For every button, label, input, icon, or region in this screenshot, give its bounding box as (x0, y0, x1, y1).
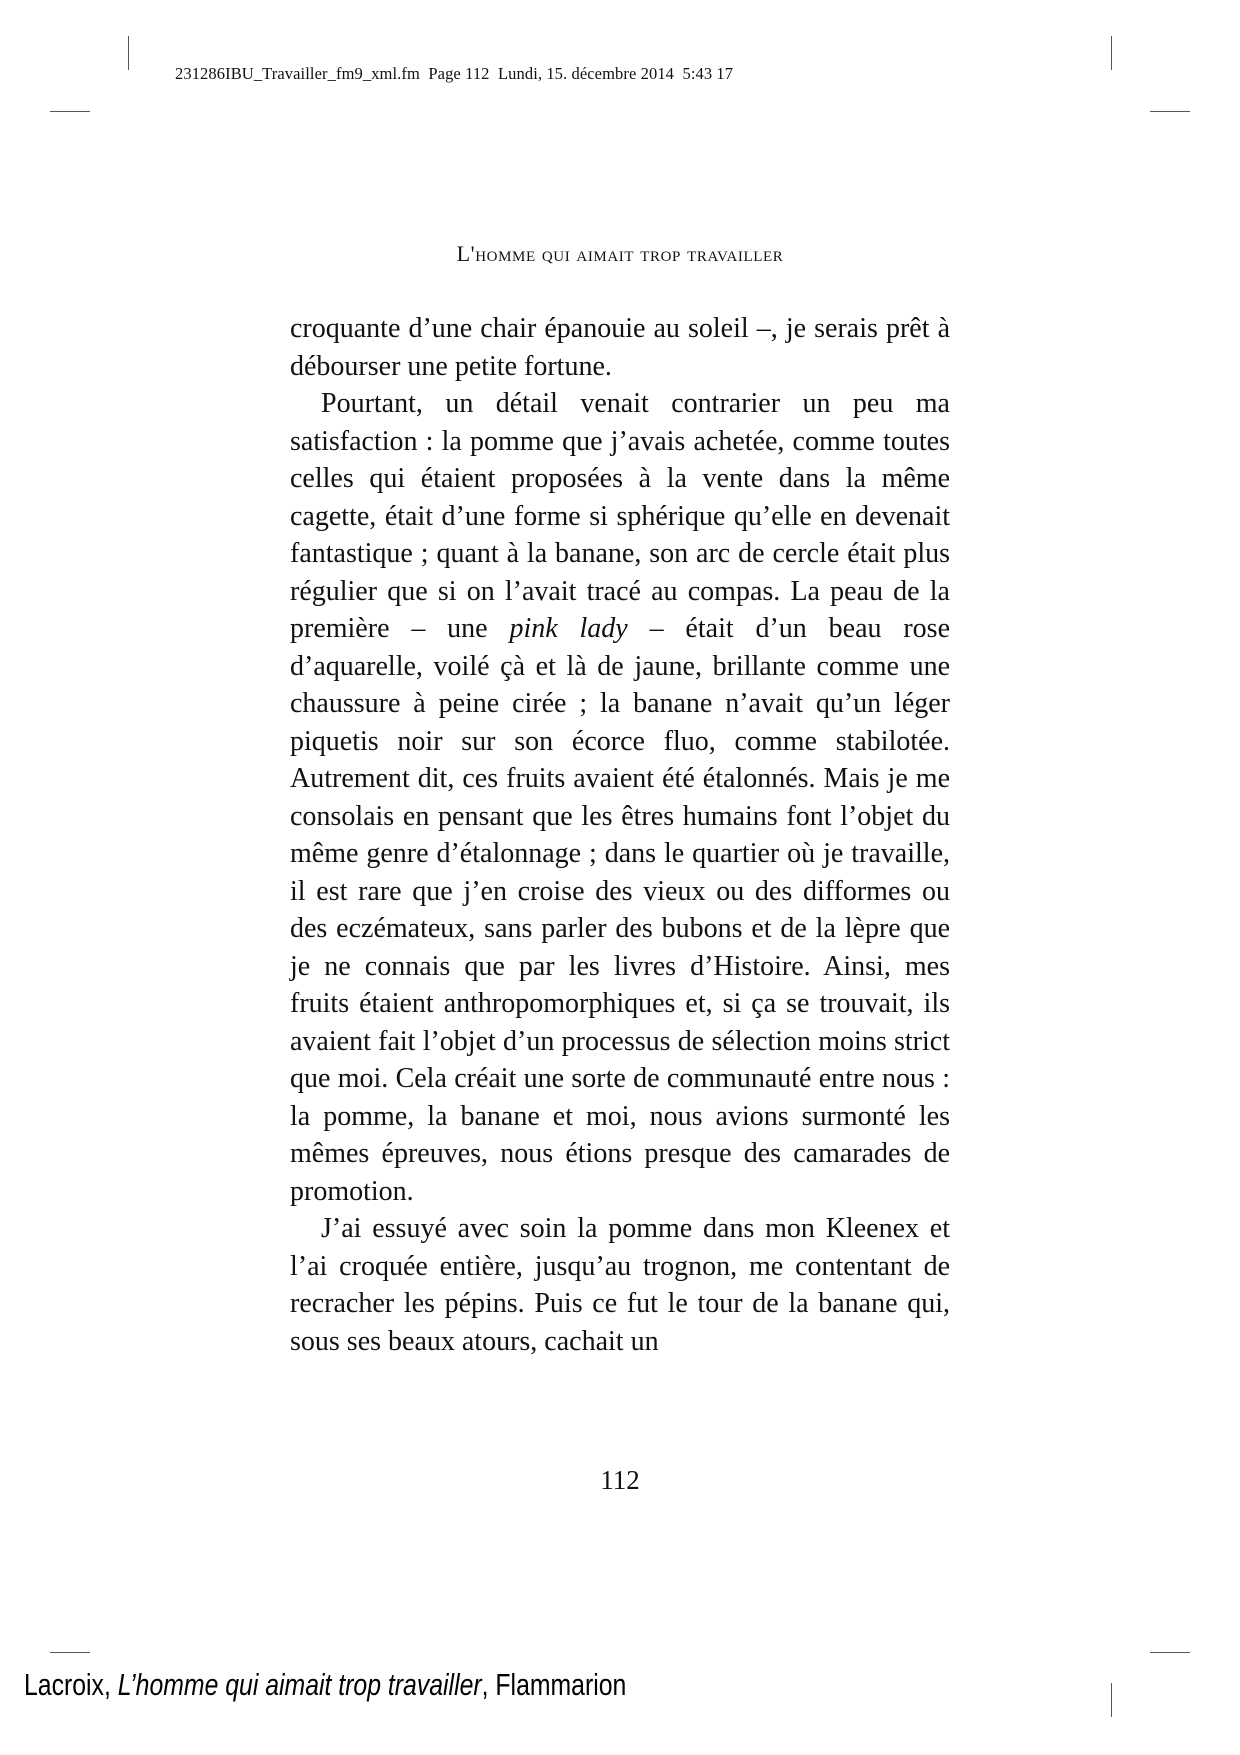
credit-title: L’homme qui aimait trop travailler (117, 1667, 482, 1702)
crop-mark-bottom-left-h (50, 1652, 90, 1653)
page-number: 112 (600, 1465, 640, 1495)
crop-mark-top-left-h (50, 111, 90, 112)
proof-header-line: 231286IBU_Travailler_fm9_xml.fm Page 112 Lundi, 15. décembre 2014 5:43 17 (175, 64, 734, 83)
text-segment: croquante d’une chair épanouie au soleil –, je serais prêt à débourser une petite fortune. (290, 313, 950, 382)
credit-publisher: Flammarion (495, 1667, 627, 1702)
paragraph (290, 1210, 950, 1360)
text-segment: – était d’un beau rose d’aquarelle, voilé çà et là de jaune, brillante comme une chaussure à peine cirée ; la banane n’avait qu’un léger piquetis noir sur son écorce fluo, comme stabilotée. Autrement dit, ces fruits avaient été étalonnés. Mais je me consolais en pensant que les êtres humains font l’objet du même genre d’étalonnage ; dans le quartier où je travaille, il est rare que j’en croise des vieux ou des difformes ou des eczémateux, sans parler des bubons et de la lèpre que je ne connais que par les livres d’Histoire. Ainsi, mes fruits étaient anthropomorphiques et, si ça se trouvait, ils avaient fait l’objet d’un processus de sélection moins strict que moi. Cela créait une sorte de communauté entre nous : la pomme, la banane et moi, nous avions surmonté les mêmes épreuves, nous étions presque des camarades de promotion. (290, 613, 950, 1207)
credit-line: Lacroix, L’homme qui aimait trop travailler, Flammarion (24, 1667, 627, 1702)
text-segment: Pourtant, un détail venait contrarier un peu ma satisfaction : la pomme que j’avais achetée, comme toutes celles qui étaient proposées à la vente dans la même cagette, était d’une forme si sphérique qu’elle en devenait fantastique ; quant à la banane, son arc de cercle était plus régulier que si on l’avait tracé au compas. La peau de la première – une (290, 388, 950, 644)
paragraph (290, 310, 950, 385)
paragraph (290, 385, 950, 1210)
body-text (290, 310, 950, 1360)
crop-mark-top-right (1111, 36, 1112, 70)
text-segment: J’ai essuyé avec soin la pomme dans mon Kleenex et l’ai croquée entière, jusqu’au trognon, me contentant de recracher les pépins. Puis ce fut le tour de la banane qui, sous ses beaux atours, cachait un (290, 1213, 950, 1357)
running-head: L'homme qui aimait trop travailler (456, 241, 784, 266)
crop-mark-top-right-h (1150, 111, 1190, 112)
crop-mark-bottom-right (1111, 1683, 1112, 1717)
credit-author: Lacroix (24, 1667, 104, 1702)
crop-mark-bottom-right-h (1150, 1652, 1190, 1653)
crop-mark-top-left (128, 36, 129, 70)
italic-text-segment: pink lady (509, 613, 628, 644)
